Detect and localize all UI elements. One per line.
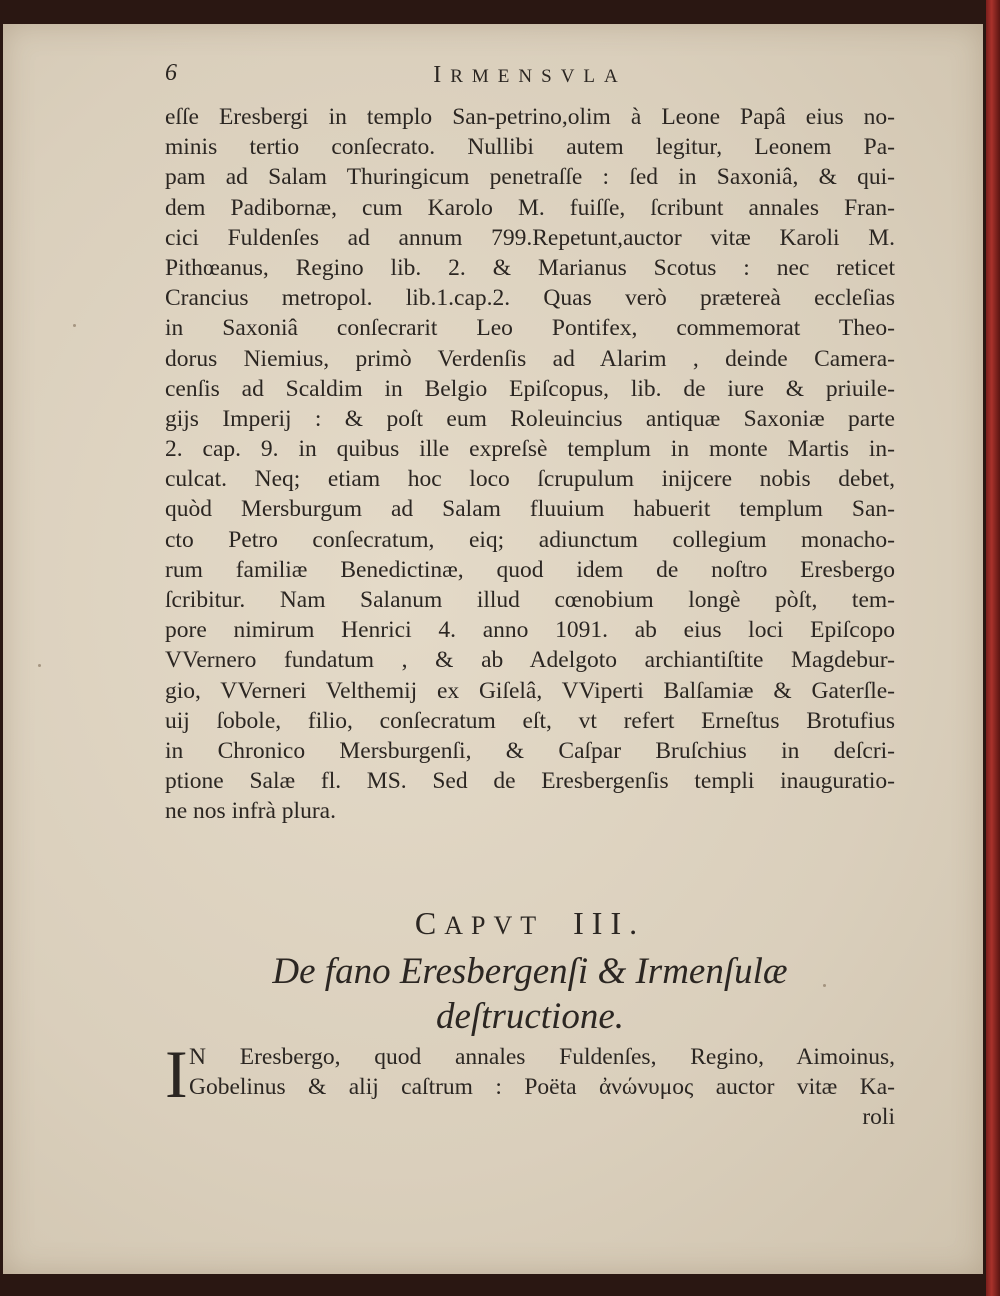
chapter-heading-initial: C <box>414 905 445 941</box>
text-line: cenſis ad Scaldim in Belgio Epiſcopus, lib. de iure & priuile- <box>165 375 895 402</box>
page-header <box>165 60 895 102</box>
text-line: roli <box>862 1104 895 1131</box>
text-line: VVernero fundatum , & ab Adelgoto archiantiſtite Magdebur- <box>165 647 895 674</box>
text-line: gio, VVerneri Velthemij ex Giſelâ, VViperti Balſamiæ & Gaterſle- <box>165 677 895 704</box>
chapter-opening-paragraph <box>165 1036 895 1133</box>
text-line: pore nimirum Henrici 4. anno 1091. ab eius loci Epiſcopo <box>165 617 895 644</box>
chapter-subtitle-line2: deſtructione. <box>435 996 625 1037</box>
text-line: 2. cap. 9. in quibus ille expreſsè templum in monte Martis in- <box>165 436 895 463</box>
text-line: eſſe Eresbergi in templo San-petrino,olim à Leone Papâ eius no- <box>165 104 895 130</box>
chapter-number: III. <box>573 905 646 941</box>
text-line: uij ſobole, filio, conſecratum eſt, vt refert Erneſtus Brotufius <box>165 707 895 734</box>
text-line: ne nos infrà plura. <box>165 798 336 825</box>
body-paragraph <box>165 102 895 827</box>
text-line: ſcribitur. Nam Salanum illud cœnobium longè pòſt, tem- <box>165 587 895 613</box>
running-title-rest: RMENSVLA <box>450 66 627 87</box>
text-line: gijs Imperij : & poſt eum Roleuincius antiquæ Saxoniæ parte <box>165 405 895 432</box>
text-line: ptione Salæ fl. MS. Sed de Eresbergenſis templi inauguratio- <box>165 768 895 795</box>
page-number: 6 <box>165 60 177 86</box>
text-line: Gobelinus & alij caſtrum : Poëta ἀνώνυμος auctor vitæ Ka- <box>189 1074 895 1101</box>
chapter-heading-word: APVT <box>444 911 545 940</box>
text-line: Pithœanus, Regino lib. 2. & Marianus Scotus : nec reticet <box>165 254 895 281</box>
text-line: dem Padibornæ, cum Karolo M. fuiſſe, ſcribunt annales Fran- <box>165 194 895 221</box>
text-line: cto Petro conſecratum, eiq; adiunctum collegium monacho- <box>165 526 895 553</box>
text-line: cici Fuldenſes ad annum 799.Repetunt,auctor vitæ Karoli M. <box>165 224 895 251</box>
main-text-block <box>165 60 895 827</box>
text-line: Crancius metropol. lib.1.cap.2. Quas verò prætereà eccleſias <box>165 285 895 312</box>
chapter-heading <box>165 905 895 942</box>
paper-speck <box>73 324 76 327</box>
text-line: rum familiæ Benedictinæ, quod idem de noſtro Eresbergo <box>165 556 895 583</box>
running-title <box>165 62 895 89</box>
text-line: in Saxoniâ conſecrarit Leo Pontifex, commemorat Theo- <box>165 315 895 342</box>
book-cover-edge <box>986 0 1000 1296</box>
text-line: in Chronico Mersburgenſi, & Caſpar Bruſchius in deſcri- <box>165 737 895 764</box>
text-line: quòd Mersburgum ad Salam fluuium habuerit templum San- <box>165 496 895 523</box>
text-line: pam ad Salam Thuringicum penetraſſe : ſed in Saxoniâ, & qui- <box>165 164 895 191</box>
drop-cap: I <box>165 1036 188 1112</box>
text-line: N Eresbergo, quod annales Fuldenſes, Regino, Aimoinus, <box>189 1044 895 1070</box>
text-line: minis tertio conſecrato. Nullibi autem legitur, Leonem Pa- <box>165 134 895 161</box>
text-line: dorus Niemius, primò Verdenſis ad Alarim , deinde Camera- <box>165 345 895 372</box>
chapter-subtitle-line1: De fano Eresbergenſi & Irmenſulæ <box>272 951 788 992</box>
text-line: culcat. Neq; etiam hoc loco ſcrupulum inijcere nobis debet, <box>165 466 895 493</box>
running-title-initial: I <box>433 62 451 88</box>
paper-speck <box>38 664 41 667</box>
